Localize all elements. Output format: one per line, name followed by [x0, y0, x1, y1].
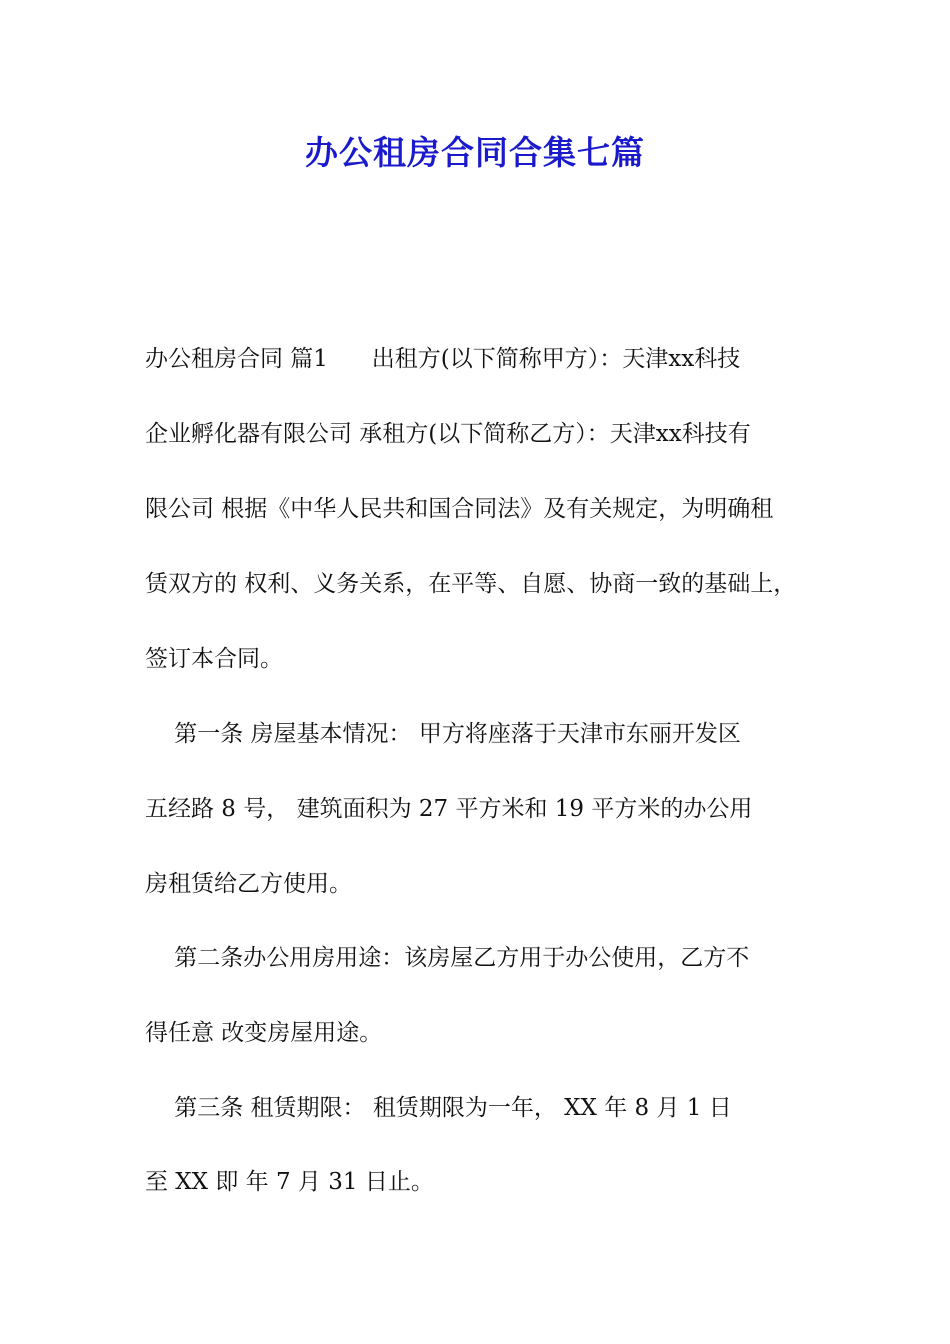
body-line-11: 第三条 租赁期限： 租赁期限为一年， XX 年 8 月 1 日 [145, 1095, 732, 1121]
body-line-10: 得任意 改变房屋用途。 [145, 1020, 383, 1046]
body-line-7: 五经路 8 号， 建筑面积为 27 平方米和 19 平方米的办公用 [145, 796, 753, 822]
body-line-9: 第二条办公用房用途：该房屋乙方用于办公使用，乙方不 [145, 945, 750, 971]
body-line-5: 签订本合同。 [145, 646, 283, 672]
document-title: 办公租房合同合集七篇 [305, 133, 645, 172]
body-line-6: 第一条 房屋基本情况： 甲方将座落于天津市东丽开发区 [145, 721, 741, 747]
body-line-4: 赁双方的 权利、义务关系，在平等、自愿、协商一致的基础上， [145, 571, 797, 597]
body-line-1: 办公租房合同 篇1 出租方(以下简称甲方）：天津xx科技 [145, 346, 741, 372]
body-line-12: 至 XX 即 年 7 月 31 日止。 [145, 1169, 434, 1195]
body-line-2: 企业孵化器有限公司 承租方(以下简称乙方）：天津xx科技有 [145, 421, 751, 447]
body-line-3: 限公司 根据《中华人民共和国合同法》及有关规定，为明确租 [145, 496, 774, 522]
body-line-8: 房租赁给乙方使用。 [145, 871, 352, 897]
